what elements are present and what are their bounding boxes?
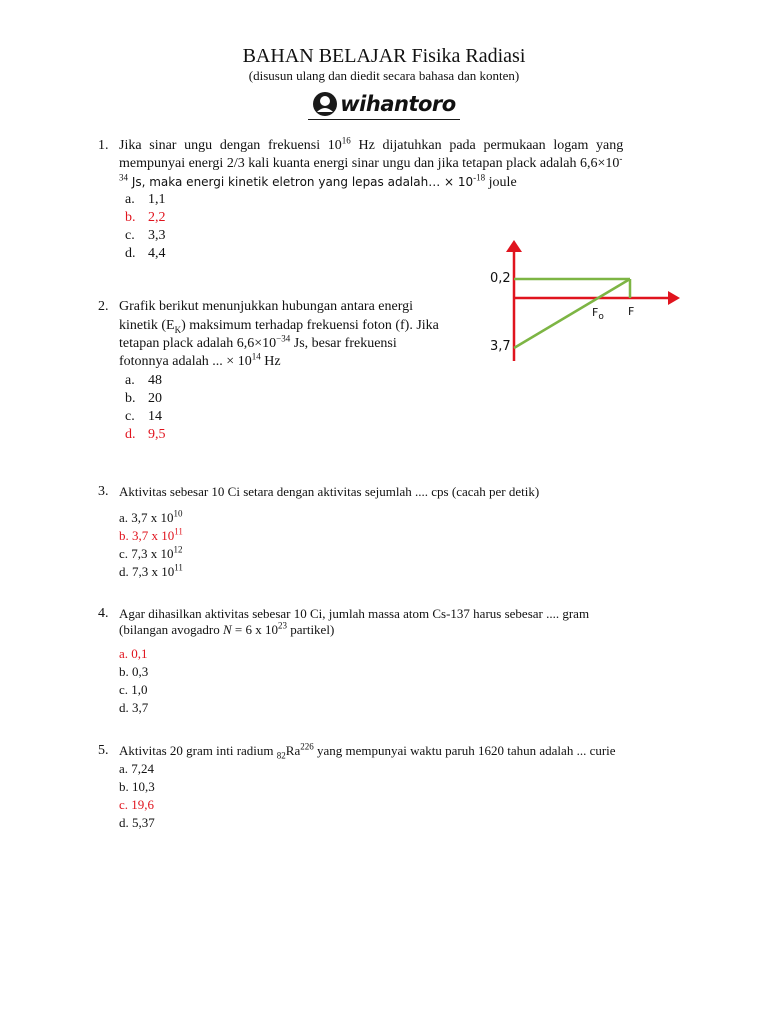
x-axis-arrow (668, 291, 680, 305)
document-header (0, 44, 768, 122)
option-c[interactable]: c. 1,0 (119, 682, 148, 697)
question-3-text: Aktivitas sebesar 10 Ci setara dengan aktivitas sejumlah .... cps (cacah per detik) (119, 484, 540, 499)
label-f: F (628, 305, 635, 318)
label-0-2: 0,2 (490, 271, 511, 286)
option-a-correct[interactable]: a. 0,1 (119, 646, 148, 661)
logo-text: wihantoro (340, 92, 456, 116)
option-d[interactable]: d. 3,7 (119, 700, 149, 715)
question-number: 2. (98, 299, 109, 314)
option-d[interactable]: d. 5,37 (119, 815, 155, 830)
question-2-line-1: Grafik berikut menunjukkan hubungan antara energi (119, 299, 414, 314)
option-b[interactable]: b. 10,3 (119, 779, 155, 794)
kinetic-energy-graph (480, 236, 690, 366)
ek-frequency-line (514, 279, 630, 348)
label-3-7: 3,7 (490, 339, 511, 354)
question-5-text: Aktivitas 20 gram inti radium $_{82}Ra^{226}$ yang mempunyai waktu paruh 1620 tahun adalah ... curie (119, 741, 616, 761)
question-number: 5. (98, 743, 109, 758)
question-number: 3. (98, 484, 109, 499)
option-b[interactable]: b. 0,3 (119, 664, 149, 679)
document-subtitle: (disusun ulang dan diedit secara bahasa dan konten) (248, 68, 520, 83)
option-d[interactable]: d. 7,3 x $10^{11}$ (119, 562, 183, 579)
document-title: BAHAN BELAJAR Fisika Radiasi (242, 45, 526, 67)
question-4-line-2: (bilangan avogadro N = 6 x $10^{23}$ partikel) (119, 620, 335, 637)
option-c[interactable]: c. 7,3 x $10^{12}$ (119, 544, 183, 561)
person-icon (312, 91, 338, 117)
option-a[interactable]: a. 7,24 (119, 761, 155, 776)
option-b-correct[interactable]: b. 3,7 x $10^{11}$ (119, 526, 183, 543)
question-number: 4. (98, 606, 109, 621)
option-c-correct[interactable]: c. 19,6 (119, 797, 155, 812)
y-axis-arrow (506, 240, 522, 252)
question-2-line-4: fotonnya adalah ... × $10^{14}$ Hz (119, 351, 281, 369)
graph-svg (480, 236, 690, 366)
option-a[interactable]: a. 3,7 x $10^{10}$ (119, 508, 183, 525)
label-f0: $F_o$ (592, 306, 604, 323)
question-number: 1. (98, 138, 109, 153)
author-logo (308, 89, 459, 120)
question-2-line-2: kinetik $(E_K)$ maksimum terhadap frekuensi foton (f). Jika (119, 318, 439, 335)
question-2-line-3: tetapan plack adalah $6,6\times 10^{-34}$ Js, besar frekuensi (119, 333, 397, 351)
question-4-line-1: Agar dihasilkan aktivitas sebesar 10 Ci, jumlah massa atom Cs-137 harus sebesar .... gram (119, 606, 590, 621)
